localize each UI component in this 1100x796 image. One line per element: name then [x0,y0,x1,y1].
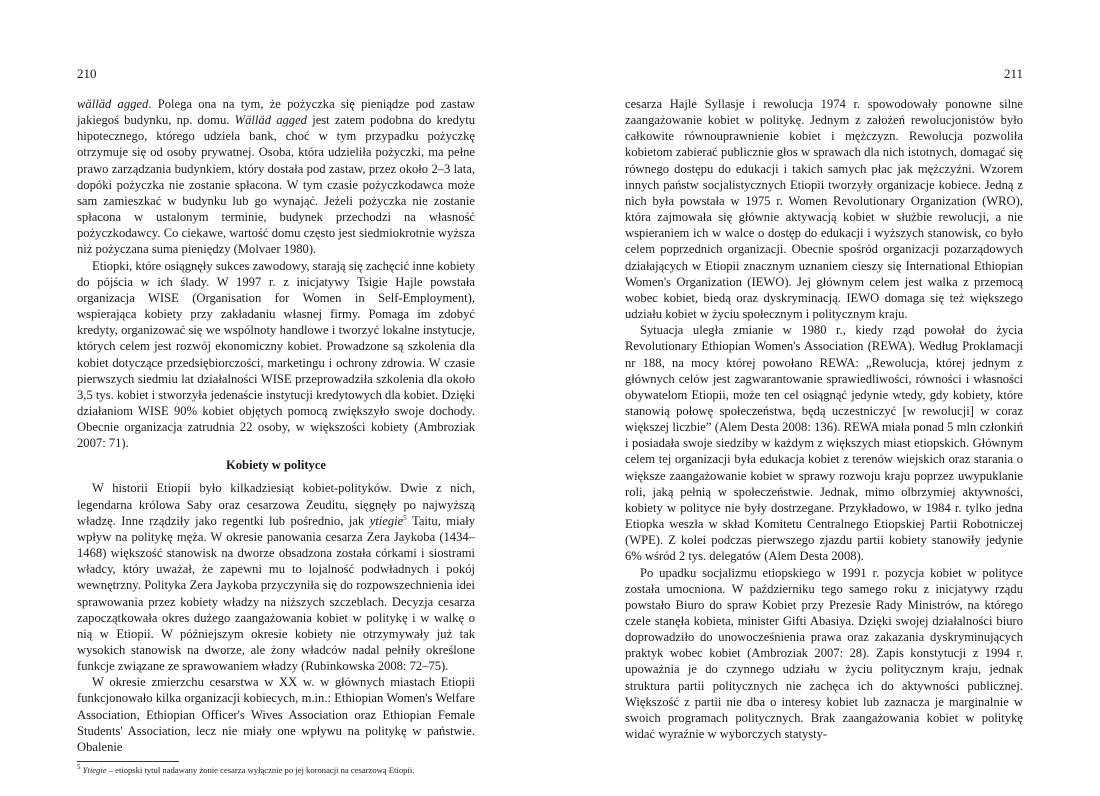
paragraph: Sytuacja uległa zmianie w 1980 r., kiedy rząd powołał do życia Revolutionary Ethiopian Women's Association (REWA). Według Proklamacji nr 188, na mocy której powołano REWA: „Rewolucja, której jednym z głównych celów jest zagwarantowanie sprawiedliwości, równości i własności obywatelom Etiopii, może ten cel osiągnąć jedynie wtedy, gdy kobiety, które stanowią połowę społeczeństwa, będą uczestniczyć [w rewolucji] w coraz większej liczbie” (Alem Desta 2008: 136). REWA miała ponad 5 mln członkiń i posiadała swoje siedziby w każdym z większych miast etiopskich. Głównym celem tej organizacji była edukacja kobiet z terenów wiejskich oraz starania o większe zaangażowanie kobiet w sprawy rozwoju kraju poprzez uwypuklanie roli, jaką pełnią w społeczeństwie. Jednak, mimo olbrzymiej aktywności, kobiety w polityce nie były dostrzegane. Przykładowo, w 1984 r. tylko jedna Etiopka weszła w skład Komitetu Centralnego Etiopskiej Partii Robotniczej (WPE). Z kolei podczas pierwszego zjazdu partii kobiety stanowiły jedynie 6% wśród 2 tys. delegatów (Alem Desta 2008). [625,323,1023,564]
paragraph: Po upadku socjalizmu etiopskiego w 1991 r. pozycja kobiet w polityce została umocniona. W październiku tego samego roku z inicjatywy rządu powstało Biuro do spraw Kobiet przy Prezesie Rady Ministrów, na którego czele stanęła kobieta, minister Gifti Abasiya. Dzięki swojej działalności biuro doprowadziło do unowocześnienia prawa oraz zakazania dyskryminujących praktyk wobec kobiet (Ambroziak 2007: 28). Zapis konstytucji z 1994 r. upoważnia je do czynnego udziału w życiu politycznym kraju, jednak struktura partii politycznych nie zachęca ich do aktywności publicznej. Większość z partii nie dba o interesy kobiet lub zaznacza je marginalnie w swoich programach politycznych. Brak zaangażowania kobiet w politykę widać wyraźnie w wyborczych statysty- [625,565,1023,742]
paragraph: wälläd agged. Polega ona na tym, że pożyczka się pieniądze pod zastaw jakiegoś budynku, np. domu. Wälläd agged jest zatem podobna do kredytu hipotecznego, którego udziela bank, choć w tym przypadku pożyczkę otrzymuje się od osoby prywatnej. Osoba, która udzieliła pożyczki, ma pełne prawo zarządzania budynkiem, który dostała pod zastaw, przez około 2–3 lata, dopóki pożyczka nie zostanie spłacona. W tym czasie pożyczkodawca może sam zamieszkać w budynku lub go wynająć. Jeżeli pożyczka nie zostanie spłacona w ustalonym terminie, budynek przechodzi na własność pożyczkodawcy. Co ciekawe, wartość domu często jest siedmiokrotnie wyższa niż pożyczana suma pieniędzy (Molvaer 1980). [77,97,476,257]
paragraph: W okresie zmierzchu cesarstwa w XX w. w głównych miastach Etiopii funkcjonowało kilka organizacji kobiecych, m.in.: Ethiopian Women's Welfare Association, Ethiopian Officer's Wives Association oraz Ethiopian Female Students' Association, lecz nie miały one wpływu na politykę w państwie. Obalenie [77,675,475,754]
footnote-ref: 5 [403,513,407,522]
left-page-text [77,96,475,776]
italic-term: ytiegie [369,513,404,528]
footnote-divider [77,761,179,762]
italic-term: wälläd agged [77,97,149,111]
page-number: 211 [1003,66,1023,81]
footnote: $^5$ Ytiegie – etiopski tytuł nadawany żonie cesarza wyłącznie po jej koronacji na cesarzową Etiopii. [77,763,415,776]
footnote-term: Ytiegie [82,765,107,776]
right-page [550,0,1100,796]
right-page-text [625,96,1023,742]
italic-term: Wälläd agged [234,113,307,128]
paragraph: W historii Etiopii było kilkadziesiąt kobiet-polityków. Dwie z nich, legendarna królowa Saby oraz cesarzowa Zeuditu, sięgnęły po najwyższą władzę. Inne rządziły jako regentki lub pośrednio, jak ytiegie$^5$ Taitu, miały wpływ na politykę męża. W okresie panowania cesarza Zera Jaykoba (1434–1468) większość stanowisk na dworze obsadzona została córkami i siostrami władcy, który uważał, że zapewni mu to lojalność podwładnych i pokój wewnętrzny. Polityka Zera Jaykoba przyczyniła się do rozpowszechnienia idei sprawowania przez kobiety władzy na niższych szczeblach. Decyzja cesarza zapoczątkowała okres dużego zaangażowania kobiet w politykę i w walkę o nią w Etiopii. W późniejszym okresie kobiety nie otrzymywały już tak wysokich stanowisk na dworze, ale żony władców nadal pełniły określone funkcje związane ze sprawowaniem władzy (Rubinkowska 2008: 72–75). [77,481,475,674]
section-heading: Kobiety w polityce [225,458,327,473]
paragraph: Etiopki, które osiągnęły sukces zawodowy, starają się zachęcić inne kobiety do pójścia w ich ślady. W 1997 r. z inicjatywy Tsigie Hajle powstała organizacja WISE (Organisation for Women in Self-Employment), wspierająca kobiety przy zakładaniu własnej firmy. Pomaga im zdobyć kredyty, organizować się we wspólnoty handlowe i tworzyć lokalne instytucje, których celem jest rozwój ekonomiczny kobiet. Prowadzone są szkolenia dla kobiet dotyczące przedsiębiorczości, marketingu i ochrony zdrowia. W czasie pierwszych siedmiu lat działalności WISE przeprowadziła szkolenia dla około 3,5 tys. kobiet i stworzyła jedenaście instytucji kredytowych dla kobiet. Dzięki działaniom WISE 90% kobiet objętych pomocą zwiększyło swoje dochody. Obecnie organizacja zatrudnia 22 osoby, w większości kobiety (Ambroziak 2007: 71). [77,258,475,451]
paragraph: cesarza Hajle Syllasje i rewolucja 1974 r. spowodowały ponowne silne zaangażowanie kobiet w politykę. Jednym z założeń rewolucjonistów było całkowite równouprawnienie kobiet i mężczyzn. Rewolucja pozwoliła kobietom zabierać publicznie głos w sprawach dla nich istotnych, domagać się równego dostępu do edukacji i takich samych płac jak mężczyźni. Wzorem innych państw socjalistycznych Etiopii tworzyły organizacje kobiece. Jedną z nich była powstała w 1975 r. Women Revolutionary Organization (WRO), która zajmowała się głównie aktywacją kobiet w służbie rewolucji, a nie wspieraniem ich w walce o dostęp do edukacji i wyższych stanowisk, co było celem poprzednich organizacji. Obecnie spośród organizacji pozarządowych działających w Etiopii znacznym uznaniem cieszy się International Ethiopian Women's Organization (IEWO). Jej głównym celem jest walka z przemocą wobec kobiet, biedą oraz dyskryminacją. IEWO domaga się też większego udziału kobiet w życiu społecznym i politycznym kraju. [625,97,1023,322]
footnote-number: 5 [77,763,81,772]
page-number: 210 [77,66,97,81]
